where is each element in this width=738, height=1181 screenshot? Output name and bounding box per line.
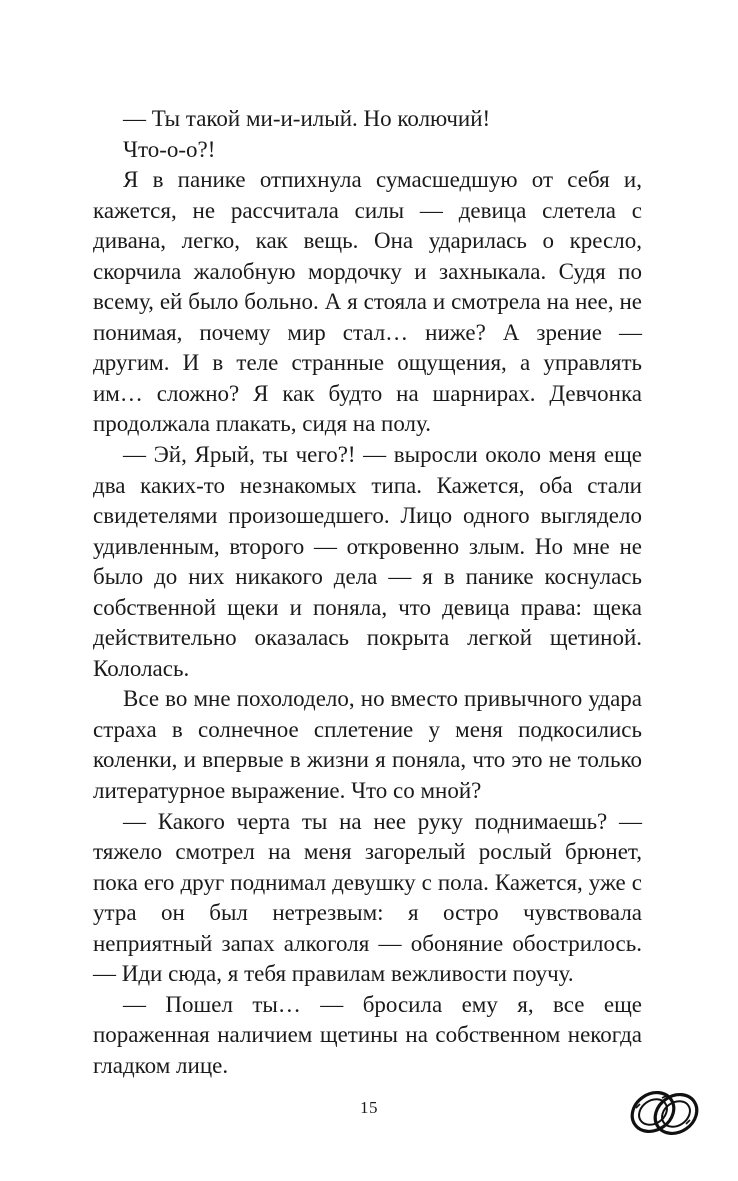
paragraph: — Ты такой ми-и-илый. Но колючий!: [123, 106, 491, 131]
paragraph: Все во мне похолодело, но вместо привычного удара страха в солнечное сплетение у меня подкосились коленки, и впервые в жизни я поняла, что это не только литературное выражение. Что со мной?: [93, 686, 642, 804]
paragraph: — Эй, Ярый, ты чего?! — выросли около меня еще два каких-то незнакомых типа. Кажется, оба стали свидетелями произошедшего. Лицо одного выглядело удивленным, второго — откровенно злым. Но мне не было до них никакого дела — я в панике коснулась собственной щеки и поняла, что девица права: щека действительно оказалась покрыта легкой щетиной. Кололась.: [93, 442, 642, 681]
paragraph: — Какого черта ты на нее руку поднимаешь? — тяжело смотрел на меня загорелый рослый брюнет, пока его друг поднимал девушку с пола. Кажется, уже с утра он был нетрезвым: я остро чувствовала неприятный запах алкоголя — обоняние обострилось. — Иди сюда, я тебя правилам вежливости поучу.: [93, 808, 642, 987]
wedding-rings-icon: [626, 1078, 706, 1144]
page-number: 15: [360, 1098, 378, 1117]
paragraph: Что-о-о?!: [123, 136, 216, 162]
paragraph: Я в панике отпихнула сумасшедшую от себя и, кажется, не рассчитала силы — девица слетела с дивана, легко, как вещь. Она ударилась о кресло, скорчила жалобную мордочку и захныкала. Судя по всему, ей было больно. А я стояла и смотрела на нее, не понимая, почему мир стал… ниже? А зрение — другим. И в теле странные ощущения, а управлять им… сложно? Я как будто на шарнирах. Девчонка продолжала плакать, сидя на полу.: [93, 167, 642, 437]
body-text: [93, 104, 642, 1082]
paragraph: — Пошел ты… — бросила ему я, все еще пораженная наличием щетины на собственном некогда гладком лице.: [93, 991, 642, 1078]
